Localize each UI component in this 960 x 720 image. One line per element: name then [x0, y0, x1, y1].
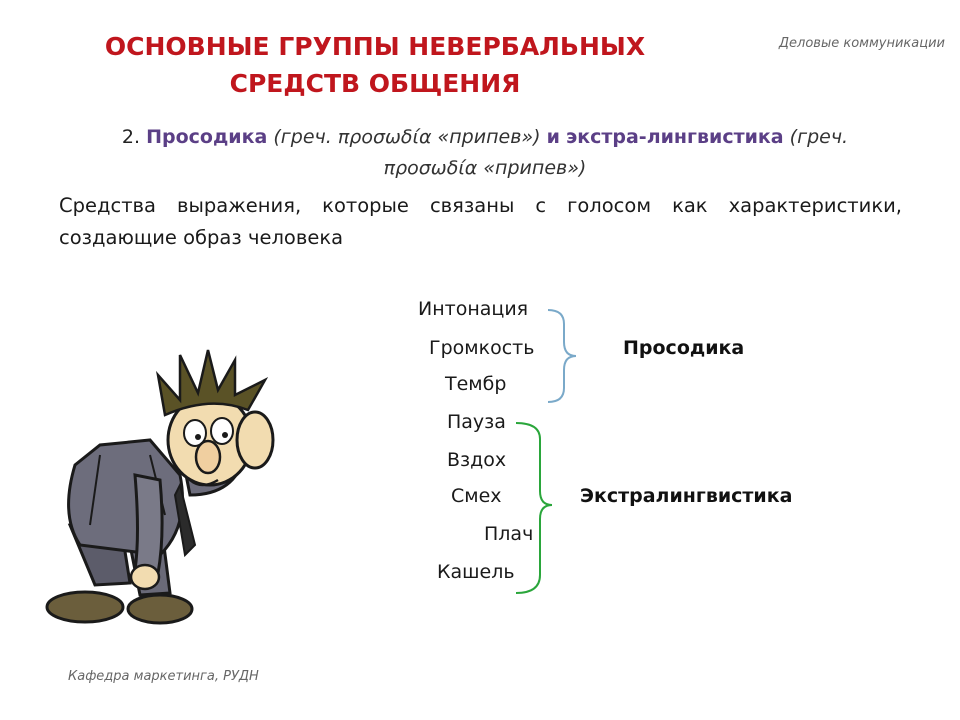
subheading-connector: и	[546, 126, 560, 148]
footer-text: Кафедра маркетинга, РУДН	[68, 669, 259, 684]
item-laughter: Смех	[451, 485, 502, 507]
item-pause: Пауза	[447, 411, 506, 433]
prosody-brace	[540, 300, 590, 410]
item-intonation: Интонация	[418, 298, 529, 320]
category-prosody: Просодика	[623, 337, 745, 359]
course-label: Деловые коммуникации	[778, 36, 945, 51]
listening-man-illustration	[40, 345, 290, 635]
term-extralinguistics: экстра-лингвистика	[565, 126, 784, 148]
gloss-extralinguistics-part1: (греч.	[789, 126, 849, 148]
item-sigh: Вздох	[447, 449, 507, 471]
description-text: Средства выражения, которые связаны с голосом как характеристики, создающие образ человека	[59, 194, 902, 249]
item-cough: Кашель	[437, 561, 515, 583]
page-title	[100, 28, 650, 102]
title-line-1: ОСНОВНЫЕ ГРУППЫ НЕВЕРБАЛЬНЫХ	[104, 32, 646, 61]
category-extralinguistics: Экстралингвистика	[580, 485, 793, 507]
extralinguistics-brace	[510, 415, 570, 600]
subheading-number: 2.	[121, 126, 141, 148]
item-loudness: Громкость	[429, 337, 535, 359]
subheading	[80, 122, 890, 184]
item-timbre: Тембр	[445, 373, 507, 395]
gloss-prosody: (греч. προσωδία «припев»)	[273, 126, 541, 148]
item-crying: Плач	[484, 523, 534, 545]
term-prosody: Просодика	[146, 126, 268, 148]
title-line-2: СРЕДСТВ ОБЩЕНИЯ	[229, 69, 521, 98]
gloss-extralinguistics-part2: προσωδία «припев»)	[383, 157, 587, 179]
